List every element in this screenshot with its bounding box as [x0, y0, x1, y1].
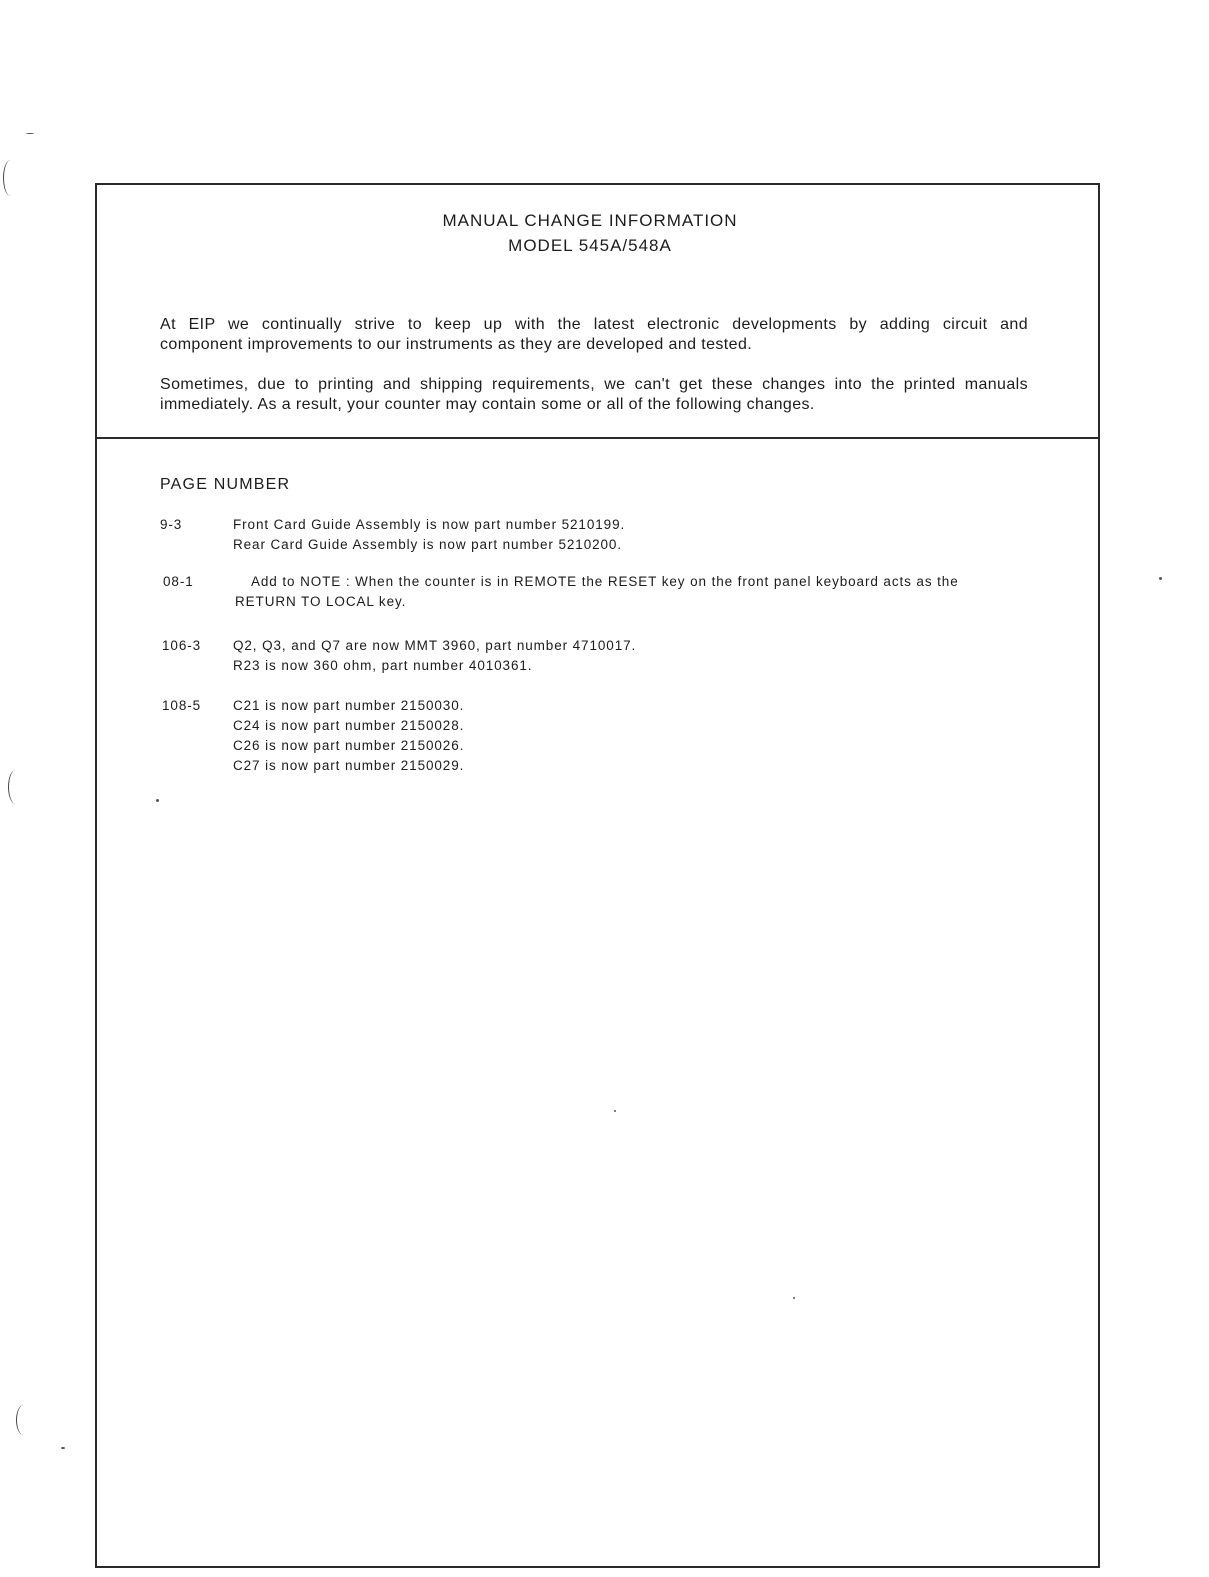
header-divider — [95, 437, 1100, 439]
scan-speck — [61, 1447, 65, 1449]
change-description — [233, 636, 1033, 676]
document-title: MANUAL CHANGE INFORMATION — [442, 211, 738, 230]
punch-hole-shadow — [8, 770, 23, 804]
change-line: C21 is now part number 2150030. — [233, 698, 465, 713]
change-page-number: 106-3 — [162, 638, 202, 653]
change-line: C24 is now part number 2150028. — [233, 718, 465, 733]
scan-speck — [26, 133, 34, 134]
intro-line: Sometimes, due to printing and shipping requirements, we can't get these changes into the printed manuals — [160, 376, 1028, 393]
scan-speck — [1159, 577, 1162, 580]
punch-hole-shadow — [16, 1405, 31, 1435]
change-page-number: 08-1 — [163, 574, 194, 589]
change-line: Add to NOTE : When the counter is in REMOTE the RESET key on the front panel keyboard acts as the — [251, 574, 959, 589]
intro-line: component improvements to our instruments as they are developed and tested. — [160, 336, 753, 353]
change-line: RETURN TO LOCAL key. — [235, 594, 407, 609]
change-description — [233, 696, 1033, 776]
change-line: R23 is now 360 ohm, part number 4010361. — [233, 658, 533, 673]
change-line: C27 is now part number 2150029. — [233, 758, 465, 773]
change-line: Front Card Guide Assembly is now part number 5210199. — [233, 517, 626, 532]
change-description — [233, 515, 1033, 555]
change-line: Q2, Q3, and Q7 are now MMT 3960, part number 4710017. — [233, 638, 637, 653]
intro-paragraph — [160, 315, 1028, 355]
change-line: C26 is now part number 2150026. — [233, 738, 465, 753]
intro-paragraph — [160, 375, 1028, 415]
punch-hole-shadow — [3, 160, 18, 196]
change-page-number: 9-3 — [160, 517, 183, 532]
intro-line: At EIP we continually strive to keep up with the latest electronic developments by adding circuit and — [160, 316, 1028, 333]
change-line: Rear Card Guide Assembly is now part number 5210200. — [233, 537, 622, 552]
intro-line: immediately. As a result, your counter may contain some or all of the following changes. — [160, 396, 815, 413]
page-number-heading: PAGE NUMBER — [160, 476, 291, 493]
change-page-number: 108-5 — [162, 698, 202, 713]
change-description — [235, 572, 1035, 612]
document-model: MODEL 545A/548A — [508, 236, 672, 255]
